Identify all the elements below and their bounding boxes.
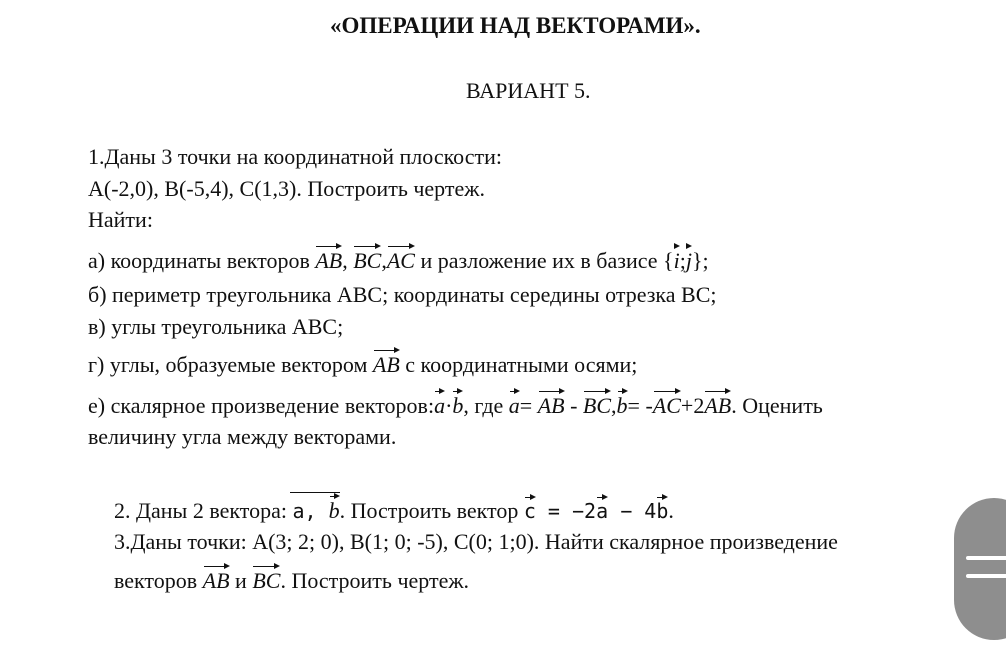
task2-end: . — [668, 498, 674, 523]
vector-bc: BC — [583, 389, 611, 419]
task1-item-d — [88, 348, 637, 378]
task2-middle: . Построить вектор — [339, 498, 524, 523]
sep: ; — [679, 248, 686, 273]
task1-item-e-line2: величину угла между векторами. — [88, 424, 397, 449]
sep: , — [304, 499, 329, 523]
vector-a: a — [596, 495, 608, 523]
task2-line — [114, 490, 674, 524]
eqminus: = - — [627, 393, 653, 418]
handle-grip-line — [966, 556, 1006, 560]
plus2: +2 — [680, 393, 705, 418]
vector-bc: BC — [252, 564, 280, 594]
task1-line1: 1.Даны 3 точки на координатной плоскости: — [88, 144, 502, 169]
variant-heading: ВАРИАНТ 5. — [466, 78, 591, 103]
item-a-prefix: а) координаты векторов — [88, 248, 316, 273]
task1-line2: A(-2,0), B(-5,4), C(1,3). Построить чертеж. — [88, 176, 485, 201]
item-e-prefix: е) скалярное произведение векторов: — [88, 393, 435, 418]
item-a-end: }; — [691, 248, 709, 273]
sep: , — [611, 393, 617, 418]
vector-ac: AC — [387, 244, 415, 274]
vector-b: b — [617, 389, 628, 419]
task3-and: и — [229, 568, 253, 593]
item-d-prefix: г) углы, образуемые вектором — [88, 352, 373, 377]
item-e-middle: , где — [463, 393, 509, 418]
task2-prefix: 2. Даны 2 вектора: — [114, 498, 293, 523]
vector-b: b — [656, 495, 668, 523]
vector-a: a — [509, 389, 520, 419]
vector-c: c — [524, 495, 536, 523]
item-d-suffix: с координатными осями; — [399, 352, 638, 377]
task3-line1: 3.Даны точки: A(3; 2; 0), B(1; 0; -5), C(0; 1;0). Найти скалярное произведение — [114, 529, 838, 554]
dot: · — [445, 393, 453, 418]
task3-end: . Построить чертеж. — [280, 568, 470, 593]
sep: , — [381, 248, 387, 273]
formula-part1: = −2 — [535, 499, 597, 523]
vector-b: b — [329, 494, 340, 524]
task1-item-b: б) периметр треугольника ABC; координаты середины отрезка BC; — [88, 282, 717, 307]
sep: , — [342, 248, 354, 273]
vector-ab: AB — [373, 348, 400, 378]
vector-j: j — [686, 244, 692, 274]
handle-grip-line — [966, 574, 1006, 578]
page-title: «ОПЕРАЦИИ НАД ВЕКТОРАМИ». — [330, 13, 701, 38]
task3-line2 — [114, 564, 469, 594]
vector-a-mono: a — [292, 499, 305, 523]
vector-ac: AC — [653, 389, 681, 419]
vector-bc: BC — [353, 244, 381, 274]
vector-ab: AB — [315, 244, 342, 274]
vector-ab: AB — [538, 389, 565, 419]
scroll-handle[interactable] — [954, 498, 1006, 640]
vectors-ab-pair — [292, 490, 339, 524]
task1-item-c: в) углы треугольника ABC; — [88, 314, 344, 339]
vector-a: a — [434, 389, 445, 419]
item-a-middle: и разложение их в базисе { — [414, 248, 674, 273]
task1-item-a — [88, 244, 709, 274]
vector-ab: AB — [704, 389, 731, 419]
minus: - — [564, 393, 583, 418]
vector-i: i — [674, 244, 680, 274]
item-e-suffix: . Оценить — [731, 393, 823, 418]
task1-item-e — [88, 389, 823, 419]
formula-part2: − 4 — [608, 499, 657, 523]
vector-b: b — [452, 389, 463, 419]
eq: = — [519, 393, 538, 418]
vector-ab: AB — [203, 564, 230, 594]
task1-line3: Найти: — [88, 207, 153, 232]
task3-prefix: векторов — [114, 568, 203, 593]
